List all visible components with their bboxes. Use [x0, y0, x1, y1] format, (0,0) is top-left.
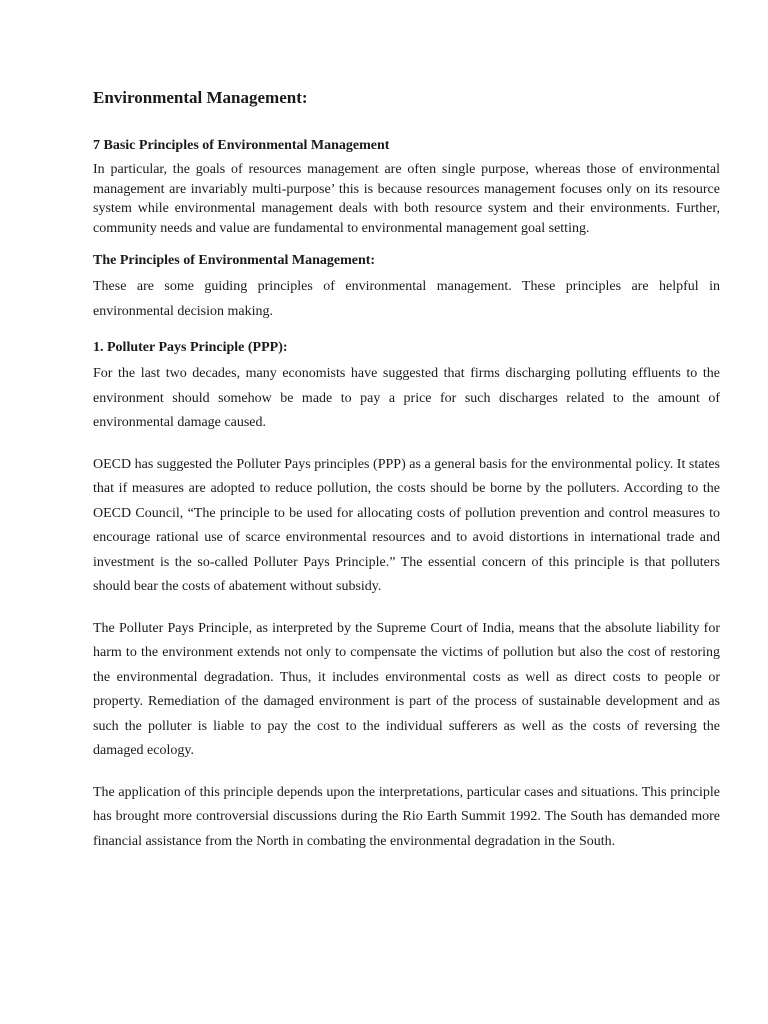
paragraph-economists: For the last two decades, many economists have suggested that firms discharging polluting effluents to the environment should somehow be made to pay a price for such discharges related to the amount of environmental damage caused. — [93, 366, 720, 430]
paragraph-application: The application of this principle depends upon the interpretations, particular cases and situations. This principle has brought more controversial discussions during the Rio Earth Summit 1992. The South has demanded more financial assistance from the North in combating the environmental degradation in the South. — [93, 784, 720, 849]
paragraph-supreme-court: The Polluter Pays Principle, as interpreted by the Supreme Court of India, means that the absolute liability for harm to the environment extends not only to compensate the victims of pollution but also the cost of restoring the environmental degradation. Thus, it includes environmental costs as well as direct costs to people or property. Remediation of the damaged environment is part of the process of sustainable development and as such the polluter is liable to pay the cost to the individual sufferers as well as the costs of reversing the damaged ecology. — [93, 620, 720, 758]
document-title: Environmental Management: — [93, 88, 308, 107]
document-page — [93, 86, 720, 854]
section-heading-basic-principles: 7 Basic Principles of Environmental Management — [93, 138, 390, 153]
paragraph-goals: In particular, the goals of resources management are often single purpose, whereas those of environmental management are invariably multi-purpose’ this is because resources management focuses only on its resource system while environmental management deals with both resource system and their environments. Further, community needs and value are fundamental to environmental management goal setting. — [93, 162, 720, 236]
paragraph-oecd: OECD has suggested the Polluter Pays principles (PPP) as a general basis for the environmental policy. It states that if measures are adopted to reduce pollution, the costs should be borne by the polluters. According to the OECD Council, “The principle to be used for allocating costs of pollution prevention and control measures to encourage rational use of scarce environmental resources and to avoid distortions in international trade and investment is the so-called Polluter Pays Principle.” The essential concern of this principle is that polluters should bear the costs of abatement without subsidy. — [93, 456, 720, 594]
section-heading-principles: The Principles of Environmental Management: — [93, 253, 376, 268]
section-heading-ppp: 1. Polluter Pays Principle (PPP): — [93, 340, 288, 355]
paragraph-guiding-principles: These are some guiding principles of environmental management. These principles are helpful in environmental decision making. — [93, 279, 720, 319]
